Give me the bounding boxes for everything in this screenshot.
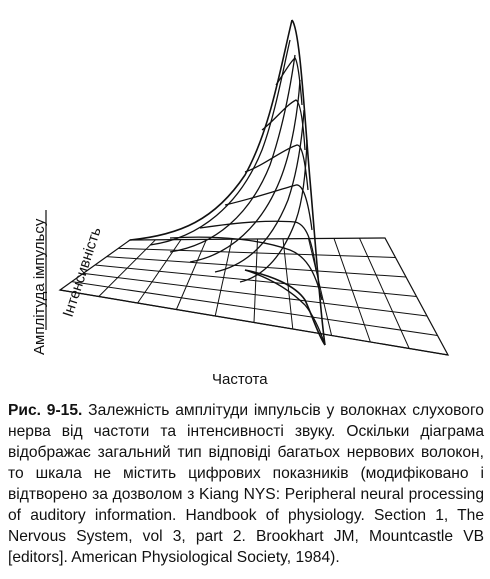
intensity-axis-label: Інтенсивність bbox=[59, 225, 105, 320]
surface-contour-line bbox=[150, 40, 290, 245]
surface-contour-line bbox=[262, 100, 305, 150]
frequency-axis-label: Частота bbox=[212, 371, 268, 388]
response-surface bbox=[150, 40, 325, 345]
caption-text: Залежність амплітуди імпульсів у волокнах слухового нерва від частоти та інтенсивності звуку. Оскільки діаграма відображає загальний тип відповіді багатьох нервових волокон, то шкала не містить цифрових показників (модифіковано і відтворено за дозволом з Kiang NYS: Peripheral neural processing of auditory information. Handbook of physiology. Section 1, The Nervous System, vol 3, part 2. Brookhart JM, Mountcastle VB [editors]. American Physiological Society, 1984). bbox=[8, 402, 484, 566]
base-plane-outline bbox=[60, 238, 448, 355]
figure-caption bbox=[8, 400, 484, 568]
surface-contour-line bbox=[200, 221, 316, 270]
surface-contour-line bbox=[190, 80, 300, 262]
base-grid bbox=[60, 238, 448, 355]
grid-lines bbox=[72, 238, 438, 348]
surface-contour-line bbox=[245, 145, 308, 190]
grid-line-width bbox=[83, 273, 427, 316]
amplitude-axis-label: Амплітуда імпульсу bbox=[31, 218, 48, 355]
surface-contour-line bbox=[215, 110, 304, 272]
peak-left-slope bbox=[130, 20, 292, 240]
caption-label: Рис. 9-15. bbox=[8, 402, 83, 419]
surface-contour-line bbox=[240, 140, 307, 282]
peak-right-slope bbox=[292, 20, 325, 345]
